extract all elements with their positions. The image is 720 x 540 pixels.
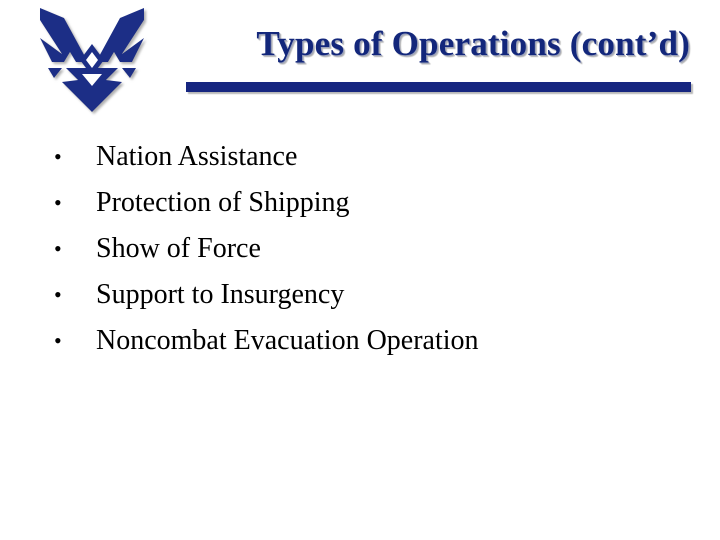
bullet-marker: • [54, 282, 62, 307]
bullet-text: Support to Insurgency [96, 279, 345, 310]
bullet-marker: • [54, 144, 62, 169]
bullet-marker: • [54, 328, 62, 353]
bullet-text: Noncombat Evacuation Operation [96, 325, 479, 356]
air-force-symbol-icon [22, 4, 162, 116]
bullet-text: Nation Assistance [96, 141, 298, 172]
slide-title: Types of Operations (cont’d) [256, 24, 690, 63]
list-item [48, 272, 479, 318]
bullet-marker: • [54, 236, 62, 261]
list-item [48, 180, 479, 226]
bullet-text: Show of Force [96, 233, 261, 264]
list-item [48, 226, 479, 272]
bullet-marker: • [54, 190, 62, 215]
list-item [48, 318, 479, 364]
title-divider [186, 82, 691, 92]
bullet-text: Protection of Shipping [96, 187, 350, 218]
list-item [48, 134, 479, 180]
bullet-list [48, 134, 479, 364]
